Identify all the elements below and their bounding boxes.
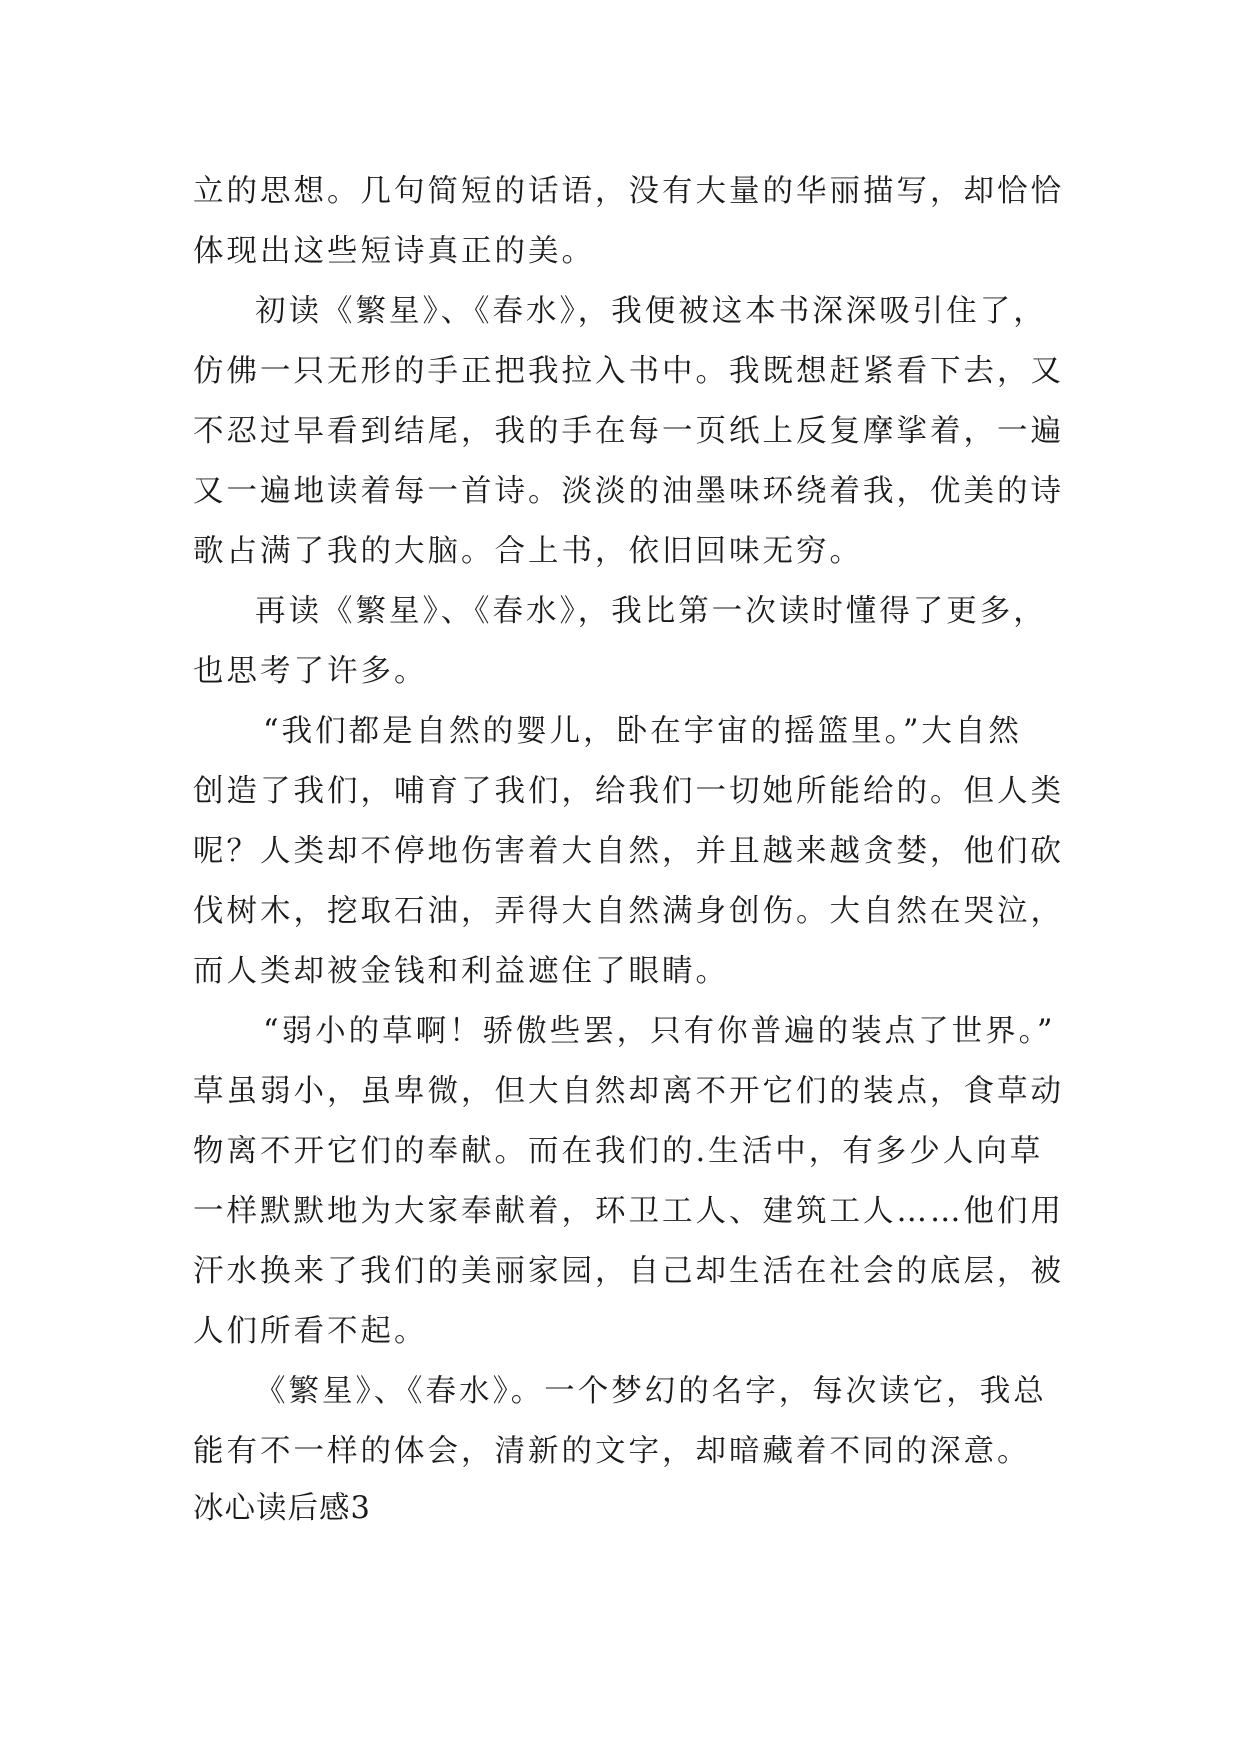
paragraph-first-line: 初读《繁星》、《春水》，我便被这本书深深吸引住了，: [255, 294, 1047, 329]
text-line: 创造了我们，哺育了我们，给我们一切她所能给的。但人类: [193, 774, 1064, 809]
text-line: 草虽弱小，虽卑微，但大自然却离不开它们的装点，食草动: [193, 1074, 1064, 1109]
text-line: 呢？人类却不停地伤害着大自然，并且越来越贪婪，他们砍: [193, 834, 1064, 869]
text-line: 又一遍地读着每一首诗。淡淡的油墨味环绕着我，优美的诗: [193, 474, 1064, 509]
body-text: [193, 162, 1063, 1482]
text-line: 伐树木，挖取石油，弄得大自然满身创伤。大自然在哭泣，: [193, 894, 1064, 929]
text-line: 歌占满了我的大脑。合上书，依旧回味无穷。: [193, 534, 863, 569]
text-line: 也思考了许多。: [193, 654, 428, 689]
text-line: 体现出这些短诗真正的美。: [193, 234, 595, 269]
paragraph-first-line: “我们都是自然的婴儿，卧在宇宙的摇篮里。”大自然: [263, 714, 1022, 749]
text-line: 人们所看不起。: [193, 1314, 428, 1349]
paragraph-first-line: 《繁星》、《春水》。一个梦幻的名字，每次读它，我总: [255, 1374, 1047, 1409]
text-line: 立的思想。几句简短的话语，没有大量的华丽描写，却恰恰: [193, 174, 1064, 209]
text-line: 仿佛一只无形的手正把我拉入书中。我既想赶紧看下去，又: [193, 354, 1064, 389]
paragraph-first-line: 再读《繁星》、《春水》，我比第一次读时懂得了更多，: [255, 594, 1047, 629]
text-line: 能有不一样的体会，清新的文字，却暗藏着不同的深意。: [193, 1434, 1031, 1469]
text-line: 汗水换来了我们的美丽家园，自己却生活在社会的底层，被: [193, 1254, 1064, 1289]
text-line: 一样默默地为大家奉献着，环卫工人、建筑工人……他们用: [193, 1194, 1064, 1229]
paragraph-first-line: “弱小的草啊！骄傲些罢，只有你普遍的装点了世界。”: [263, 1014, 1056, 1049]
section-heading: 冰心读后感3: [193, 1491, 371, 1526]
text-line: 不忍过早看到结尾，我的手在每一页纸上反复摩挲着，一遍: [193, 414, 1064, 449]
text-line: 而人类却被金钱和利益遮住了眼睛。: [193, 954, 729, 989]
text-line: 物离不开它们的奉献。而在我们的.生活中，有多少人向草: [193, 1134, 1044, 1169]
